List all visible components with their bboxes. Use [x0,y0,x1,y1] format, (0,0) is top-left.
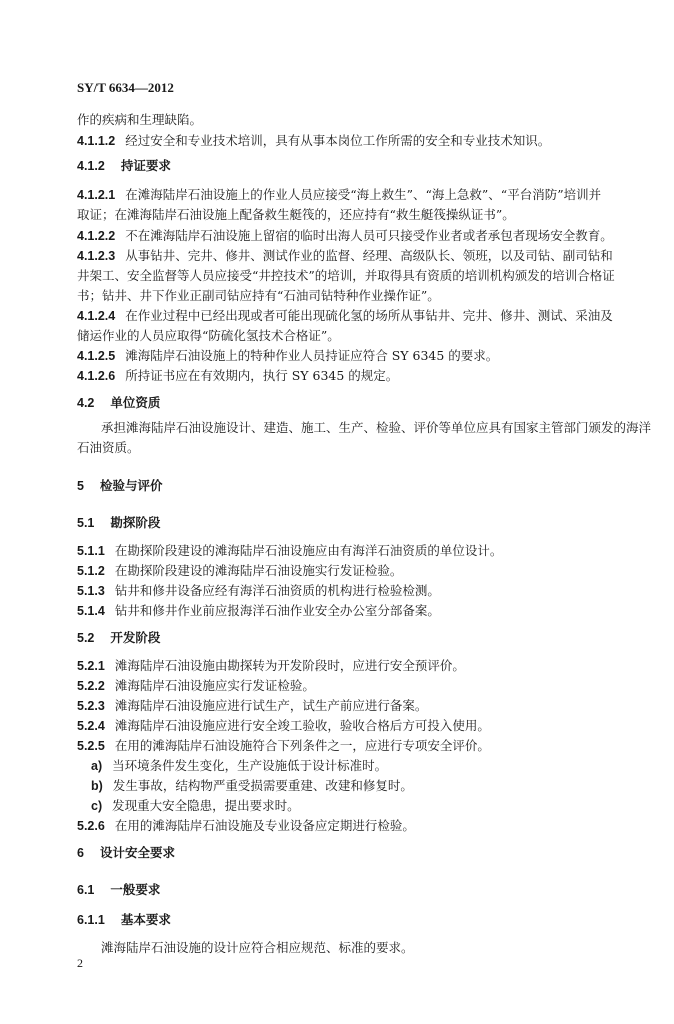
section-heading [77,158,647,174]
section-heading [77,630,647,646]
text-line [101,940,671,956]
clause-number: 5.1.3 [77,584,105,598]
text-line [77,678,647,694]
clause-text: 经过安全和专业技术培训，具有从事本岗位工作所需的安全和专业技术知识。 [125,133,551,148]
clause-text: 储运作业的人员应取得“防硫化氢技术合格证”。 [77,328,340,343]
text-line [91,798,661,814]
text-line [77,328,647,344]
text-line [77,187,647,203]
text-line [91,758,661,774]
clause-text: 在勘探阶段建设的滩海陆岸石油设施应由有海洋石油资质的单位设计。 [114,543,503,558]
clause-number: 5.2 [77,631,95,645]
clause-text: 勘探阶段 [110,515,161,530]
clause-text: 在用的滩海陆岸石油设施符合下列条件之一，应进行专项安全评价。 [114,738,490,753]
text-line [77,308,647,324]
clause-text: 发现重大安全隐患，提出要求时。 [112,798,300,813]
clause-number: 5.2.6 [77,819,105,833]
clause-number: 4.1.2.4 [77,309,116,323]
clause-text: 滩海陆岸石油设施应进行安全竣工验收，验收合格后方可投入使用。 [114,718,490,733]
clause-number: a) [91,759,103,773]
text-line [77,583,647,599]
text-line [91,778,661,794]
clause-number: 4.2 [77,396,95,410]
clause-number: 5.2.5 [77,739,105,753]
text-line [77,207,647,223]
clause-text: 在滩海陆岸石油设施上的作业人员应接受“海上救生”、“海上急救”、“平台消防”培训并 [125,187,602,202]
clause-number: 4.1.2.1 [77,188,116,202]
clause-number: 5.1 [77,516,95,530]
text-line [77,248,647,264]
clause-number: 4.1.2.2 [77,229,116,243]
clause-text: 设计安全要求 [99,845,175,860]
text-line [77,112,647,128]
clause-text: 发生事故，结构物严重受损需要重建、改建和修复时。 [112,778,413,793]
clause-text: 承担滩海陆岸石油设施设计、建造、施工、生产、检验、评价等单位应具有国家主管部门颁发的海洋 [101,420,652,435]
clause-text: 取证；在滩海陆岸石油设施上配备救生艇筏的，还应持有“救生艇筏操纵证书”。 [77,207,515,222]
clause-text: 滩海陆岸石油设施应进行试生产，试生产前应进行备案。 [114,698,428,713]
clause-text: 基本要求 [120,912,171,927]
clause-text: 滩海陆岸石油设施由勘探转为开发阶段时，应进行安全预评价。 [114,658,465,673]
text-line [77,603,647,619]
section-heading [77,478,647,494]
clause-number: 4.1.2.3 [77,249,116,263]
text-line [77,543,647,559]
text-line [77,288,647,304]
clause-text: 开发阶段 [110,630,161,645]
text-line [77,818,647,834]
clause-text: 钻井和修井设备应经有海洋石油资质的机构进行检验检测。 [114,583,440,598]
section-heading [77,515,647,531]
clause-number: 4.1.2.6 [77,369,116,383]
clause-number: 5.2.3 [77,699,105,713]
text-line [101,420,671,436]
clause-text: 持证要求 [120,158,171,173]
text-line [77,268,647,284]
clause-number: 4.1.2 [77,159,105,173]
text-line [77,718,647,734]
standard-number-header: SY/T 6634—2012 [77,80,174,95]
clause-number: 5.2.2 [77,679,105,693]
text-line [77,658,647,674]
section-heading [77,845,647,861]
section-heading [77,912,647,928]
text-line [77,368,647,384]
clause-text: 在勘探阶段建设的滩海陆岸石油设施实行发证检验。 [114,563,403,578]
clause-number: 5.1.2 [77,564,105,578]
clause-text: 滩海陆岸石油设施应实行发证检验。 [114,678,315,693]
text-line [77,563,647,579]
clause-number: 5.2.1 [77,659,105,673]
clause-number: 6.1 [77,883,95,897]
clause-number: 5.2.4 [77,719,105,733]
clause-number: 5.1.4 [77,604,105,618]
section-heading [77,395,647,411]
text-line [77,228,647,244]
clause-text: 检验与评价 [99,478,163,493]
text-line [77,738,647,754]
clause-text: 书；钻井、井下作业正副司钻应持有“石油司钻特种作业操作证”。 [77,288,440,303]
text-line [77,133,647,149]
clause-number: 5.1.1 [77,544,105,558]
clause-text: 滩海陆岸石油设施的设计应符合相应规范、标准的要求。 [101,940,414,955]
clause-number: b) [91,779,103,793]
clause-text: 在用的滩海陆岸石油设施及专业设备应定期进行检验。 [114,818,415,833]
clause-number: 6.1.1 [77,913,105,927]
page-number: 2 [77,956,83,970]
section-heading [77,882,647,898]
clause-text: 所持证书应在有效期内，执行 SY 6345 的规定。 [125,368,399,383]
clause-number: 5 [77,479,84,493]
text-line [77,698,647,714]
clause-text: 不在滩海陆岸石油设施上留宿的临时出海人员可只接受作业者或者承包者现场安全教育。 [125,228,613,243]
clause-number: c) [91,799,103,813]
clause-text: 在作业过程中已经出现或者可能出现硫化氢的场所从事钻井、完井、修井、测试、采油及 [125,308,613,323]
clause-text: 石油资质。 [77,440,140,455]
clause-text: 单位资质 [110,395,161,410]
clause-text: 一般要求 [110,882,161,897]
text-line [77,440,647,456]
clause-number: 4.1.2.5 [77,349,116,363]
clause-number: 4.1.1.2 [77,134,116,148]
clause-text: 当环境条件发生变化，生产设施低于设计标准时。 [112,758,388,773]
clause-text: 井架工、安全监督等人员应接受“井控技术”的培训，并取得具有资质的培训机构颁发的培训合格证 [77,268,615,283]
clause-text: 钻井和修井作业前应报海洋石油作业安全办公室分部备案。 [114,603,440,618]
clause-text: 滩海陆岸石油设施上的特种作业人员持证应符合 SY 6345 的要求。 [125,348,499,363]
clause-number: 6 [77,846,84,860]
clause-text: 从事钻井、完井、修井、测试作业的监督、经理、高级队长、领班，以及司钻、副司钻和 [125,248,613,263]
clause-text: 作的疾病和生理缺陷。 [77,112,203,127]
text-line [77,348,647,364]
